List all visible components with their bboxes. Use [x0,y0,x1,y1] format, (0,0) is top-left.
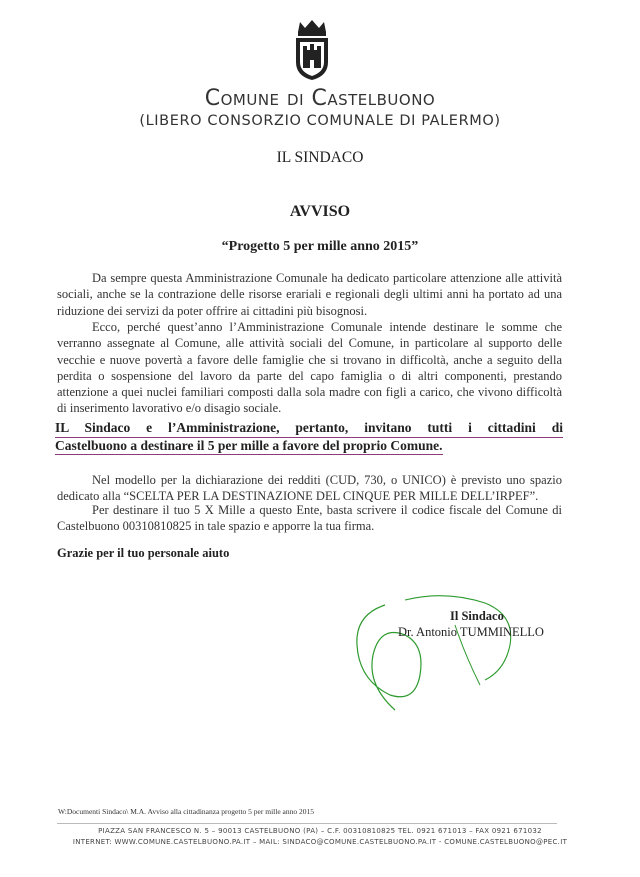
appeal-line-1: IL Sindaco e l’Amministrazione, pertanto, invitano tutti i cittadini di [55,420,563,438]
paragraph-tax-form [57,472,562,505]
office-heading: IL SINDACO [276,149,364,166]
handwritten-signature [345,585,525,715]
document-path: W:Documenti Sindaco\ M.A. Avviso alla cittadinanza progetto 5 per mille anno 2015 [58,807,314,816]
paragraph-tax-form-text: Nel modello per la dichiarazione dei redditi (CUD, 730, o UNICO) è previsto uno spazio dedicato alla “SCELTA PER LA DESTINAZIONE DEL CINQUE PER MILLE DELL’IRPEF”. [57,473,562,504]
signature-role: Il Sindaco [450,609,504,623]
footer-contacts: INTERNET: WWW.COMUNE.CASTELBUONO.PA.IT – MAIL: SINDACO@COMUNE.CASTELBUONO.PA.IT - COMUNE.CASTELBUONO@PEC.IT [72,838,568,846]
project-title: “Progetto 5 per mille anno 2015” [221,239,419,254]
thanks-line: Grazie per il tuo personale aiuto [57,546,230,560]
appeal-block [55,420,563,455]
paragraph-intro [57,270,562,319]
appeal-line-2: Castelbuono a destinare il 5 per mille a favore del proprio Comune. [55,438,443,456]
paragraph-instructions [57,502,562,535]
coat-of-arms-icon [290,18,334,82]
footer-divider [57,823,557,824]
paragraph-purpose [57,319,562,417]
municipality-title: Comune di Castelbuono [204,86,436,111]
footer-address: PIAZZA SAN FRANCESCO N. 5 – 90013 CASTELBUONO (PA) – C.F. 00310810825 TEL. 0921 671013 – FAX 0921 671032 [98,827,542,835]
notice-heading: AVVISO [289,203,351,220]
paragraph-intro-text: Da sempre questa Amministrazione Comunale ha dedicato particolare attenzione alle attività sociali, anche se la contrazione delle risorse erariali e regionali degli ultimi anni ha portato ad una riduzione dei servizi da poter offrire ai cittadini più bisognosi. [57,271,562,318]
paragraph-instructions-text: Per destinare il tuo 5 X Mille a questo Ente, basta scrivere il codice fiscale del Comune di Castelbuono 00310810825 in tale spazio e apporre la tua firma. [57,503,562,534]
municipality-subtitle: (LIBERO CONSORZIO COMUNALE DI PALERMO) [139,113,501,129]
paragraph-purpose-text: Ecco, perché quest’anno l’Amministrazione Comunale intende destinare le somme che verranno assegnate al Comune, alle attività sociali del Comune, in particolare al supporto delle vecchie e nuove povertà a favore delle famiglie che si trovano in difficoltà, anche a seguito della perdita o sospensione del lavoro da parte del capo famiglia o di altri componenti, prestando attenzione a quei nuclei familiari composti dalla sola madre con figli a carico, che vivono difficoltà di inserimento lavorativo e/o disagio sociale. [57,320,562,416]
signature-name: Dr. Antonio TUMMINELLO [398,625,544,639]
